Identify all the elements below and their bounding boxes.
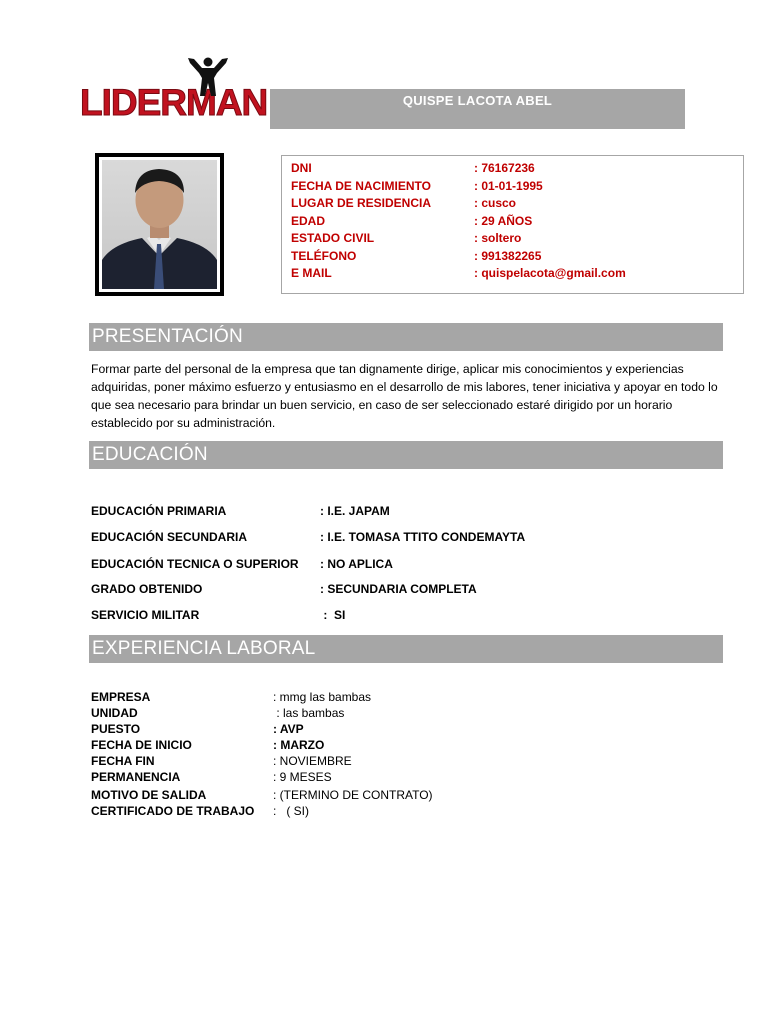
experience-label: FECHA DE INICIO (91, 738, 192, 752)
info-value: : cusco (474, 196, 517, 210)
experience-value: : mmg las bambas (273, 690, 372, 704)
profile-photo (95, 153, 224, 296)
education-label: EDUCACIÓN SECUNDARIA (91, 530, 248, 544)
experience-label: PERMANENCIA (91, 770, 181, 784)
info-label: DNI (291, 161, 312, 175)
section-title: PRESENTACIÓN (92, 326, 243, 347)
presentation-paragraph: Formar parte del personal de la empresa que tan dignamente dirige, aplicar mis conocimientos y experiencias adquiridas, poner máximo esfuerzo y entusiasmo en el desarrollo de mis labores, tener iniciativa y apoyar en todo lo que sea necesario para brindar un buen servicio, en caso de ser seleccionado estaré dirigido por un horario establecido por su administración. (91, 362, 718, 430)
personal-info-box (281, 155, 744, 294)
education-value: : SI (320, 608, 346, 622)
info-label: E MAIL (291, 266, 332, 280)
section-title: EXPERIENCIA LABORAL (92, 638, 316, 659)
experience-value: : AVP (273, 722, 304, 736)
education-label: EDUCACIÓN TECNICA O SUPERIOR (91, 557, 299, 571)
experience-label: UNIDAD (91, 706, 138, 720)
figure-arms-raised-icon (186, 56, 230, 96)
info-label: ESTADO CIVIL (291, 231, 375, 245)
experience-value: : 9 MESES (273, 770, 332, 784)
info-label: FECHA DE NACIMIENTO (291, 179, 432, 193)
experience-label: MOTIVO DE SALIDA (91, 788, 207, 802)
section-header-presentacion (89, 323, 723, 351)
experience-value: : (TERMINO DE CONTRATO) (273, 788, 433, 802)
info-label: TELÉFONO (291, 249, 357, 263)
education-label: SERVICIO MILITAR (91, 608, 200, 622)
name-banner (270, 89, 685, 129)
info-value: : 76167236 (474, 161, 535, 175)
education-label: EDUCACIÓN PRIMARIA (91, 504, 227, 518)
logo-wordmark: LIDERMAN (80, 82, 268, 123)
education-value: : I.E. JAPAM (320, 504, 390, 518)
info-value: : 29 AÑOS (474, 214, 533, 228)
info-value: : 01-01-1995 (474, 179, 543, 193)
company-logo (66, 48, 268, 130)
experience-value: : las bambas (273, 706, 345, 720)
experience-value: : NOVIEMBRE (273, 754, 352, 768)
info-label: EDAD (291, 214, 326, 228)
candidate-name: QUISPE LACOTA ABEL (402, 93, 553, 108)
person-portrait-icon (102, 160, 217, 289)
section-header-educacion (89, 441, 723, 469)
education-value: : I.E. TOMASA TTITO CONDEMAYTA (320, 530, 526, 544)
experience-label: PUESTO (91, 722, 141, 736)
education-label: GRADO OBTENIDO (91, 582, 203, 596)
experience-label: CERTIFICADO DE TRABAJO (91, 804, 255, 818)
info-value: : soltero (474, 231, 522, 245)
info-value: : quispelacota@gmail.com (474, 266, 626, 280)
section-header-experiencia (89, 635, 723, 663)
experience-label: FECHA FIN (91, 754, 155, 768)
experience-label: EMPRESA (91, 690, 151, 704)
info-value: : 991382265 (474, 249, 542, 263)
education-value: : NO APLICA (320, 557, 393, 571)
education-value: : SECUNDARIA COMPLETA (320, 582, 477, 596)
section-title: EDUCACIÓN (92, 444, 208, 465)
experience-value: : MARZO (273, 738, 325, 752)
experience-value: : ( SI) (273, 804, 309, 818)
info-label: LUGAR DE RESIDENCIA (291, 196, 432, 210)
